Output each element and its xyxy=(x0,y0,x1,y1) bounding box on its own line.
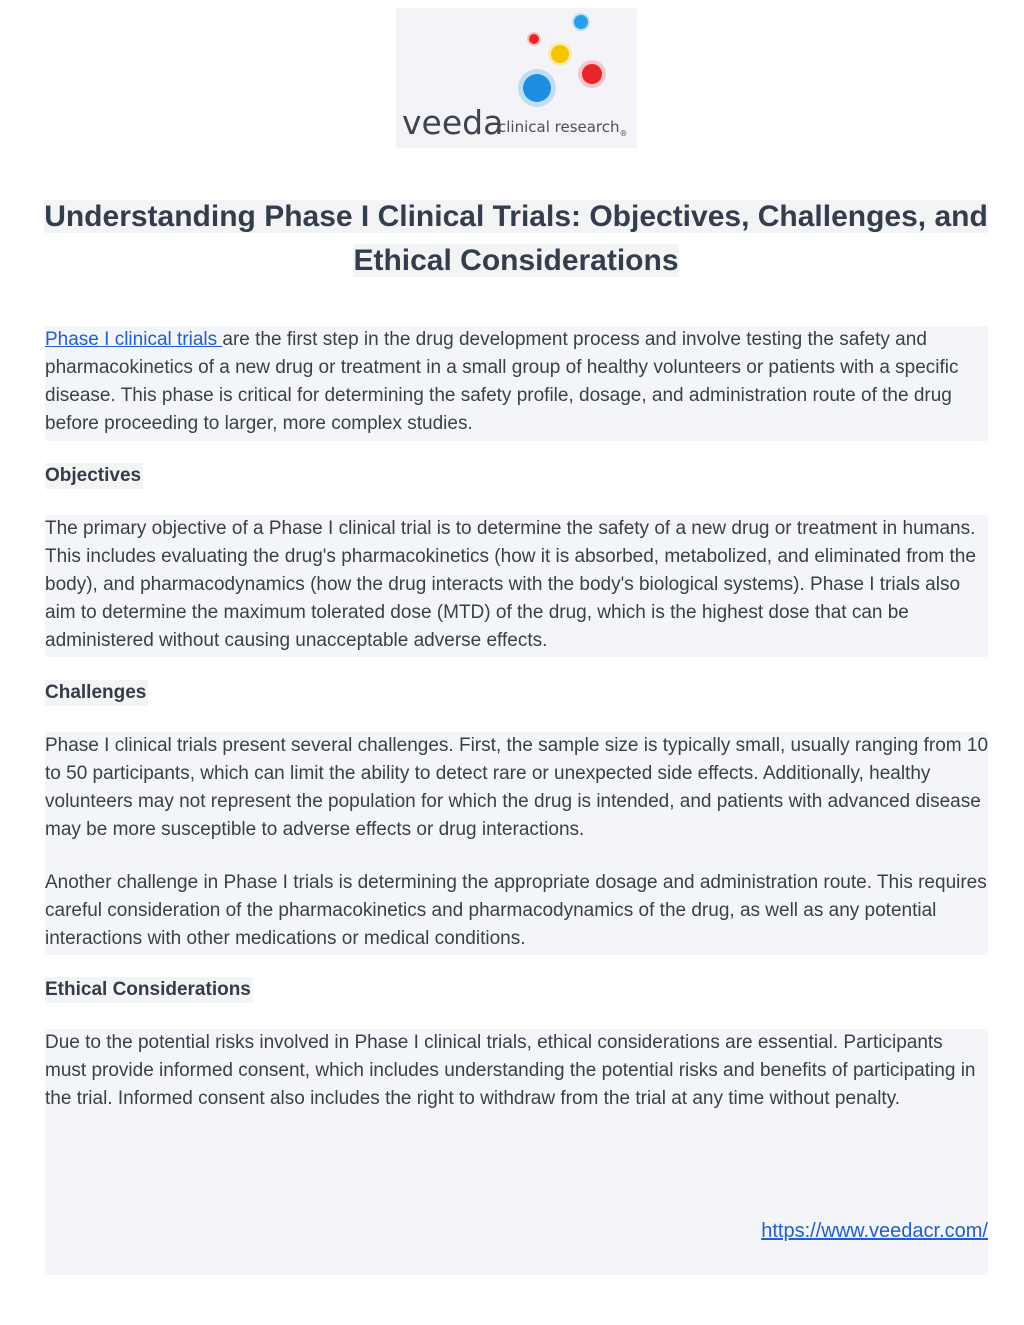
challenges-heading: Challenges xyxy=(45,680,148,706)
logo-subtitle xyxy=(498,116,628,145)
intro-text: are the first step in the drug development process and involve testing the safety and pharmacokinetics of a new drug or treatment in a small group of healthy volunteers or patients with a specific disease. This phase is critical for determining the safety profile, dosage, and administration route of the drug before proceeding to larger, more complex studies. xyxy=(45,329,959,434)
challenges-paragraph-1: Phase I clinical trials present several challenges. First, the sample size is typically small, usually ranging from 10 to 50 participants, which can limit the ability to detect rare or unexpected side effects. Additionally, healthy volunteers may not represent the population for which the drug is intended, and patients with advanced disease may be more susceptible to adverse effects or drug interactions. xyxy=(45,735,989,840)
ethics-section xyxy=(45,1029,988,1275)
objectives-paragraph: The primary objective of a Phase I clinical trial is to determine the safety of a new drug or treatment in humans. This includes evaluating the drug's pharmacokinetics (how it is absorbed, metabolized, and eliminated from the body), and pharmacodynamics (how the drug interacts with the body's biological systems). Phase I trials also aim to determine the maximum tolerated dose (MTD) of the drug, which is the highest dose that can be administered without causing unacceptable adverse effects. xyxy=(45,518,976,651)
registered-mark: ® xyxy=(619,129,628,138)
page-title-line1: Understanding Phase I Clinical Trials: Objectives, Challenges, and xyxy=(44,200,988,233)
objectives-heading: Objectives xyxy=(45,463,143,489)
page-title xyxy=(40,195,992,283)
logo-subtitle-text: clinical research xyxy=(498,118,620,136)
ethics-paragraph: Due to the potential risks involved in Phase I clinical trials, ethical considerations are essential. Participants must provide informed consent, which includes understanding the potential risks and benefits of participating in the trial. Informed consent also includes the right to withdraw from the trial at any time without penalty. xyxy=(45,1032,976,1109)
logo-wordmark: veeda xyxy=(402,103,504,142)
objectives-section xyxy=(45,515,988,657)
phase-one-link[interactable]: Phase I clinical trials xyxy=(45,329,223,350)
intro-section xyxy=(45,326,988,441)
challenges-section xyxy=(45,732,988,955)
company-logo xyxy=(396,8,637,148)
ethics-heading: Ethical Considerations xyxy=(45,977,253,1003)
intro-paragraph xyxy=(45,326,988,438)
challenges-paragraph-2: Another challenge in Phase I trials is determining the appropriate dosage and administration route. This requires careful consideration of the pharmacokinetics and pharmacodynamics of the drug, as well as any potential interactions with other medications or medical conditions. xyxy=(45,872,987,949)
page-title-line2: Ethical Considerations xyxy=(353,244,679,277)
website-link[interactable]: https://www.veedacr.com/ xyxy=(761,1220,988,1242)
